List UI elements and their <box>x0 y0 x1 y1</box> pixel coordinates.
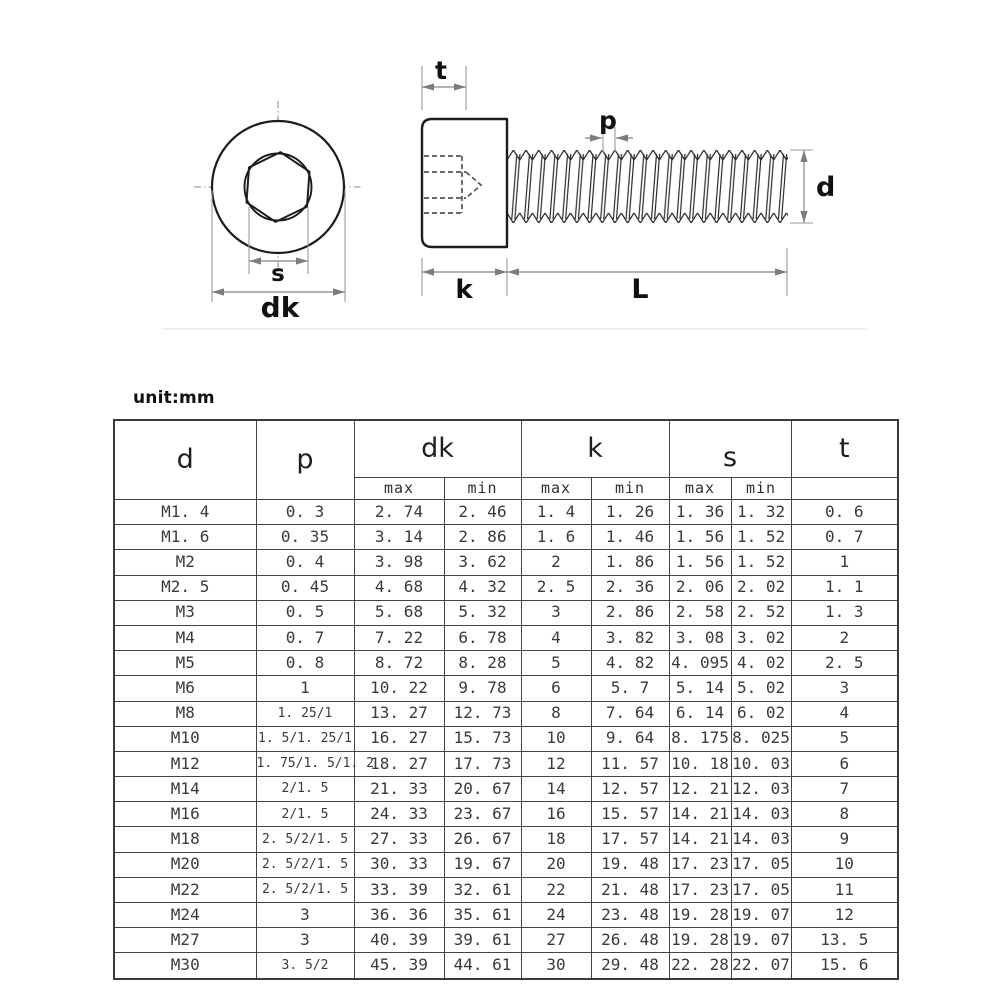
table-cell: 3. 82 <box>591 625 669 650</box>
table-cell: 2 <box>521 550 591 575</box>
table-cell: 4. 02 <box>731 651 791 676</box>
col-header-k: k <box>521 420 669 478</box>
table-cell: 8. 025 <box>731 726 791 751</box>
table-cell: 7. 64 <box>591 701 669 726</box>
table-cell: M1. 6 <box>114 525 256 550</box>
table-cell: 21. 33 <box>354 777 444 802</box>
table-cell: 5. 14 <box>669 676 731 701</box>
table-cell: 9. 78 <box>444 676 521 701</box>
table-cell: 27. 33 <box>354 827 444 852</box>
table-cell: 6. 02 <box>731 701 791 726</box>
table-cell: 0. 7 <box>256 625 354 650</box>
table-cell: M24 <box>114 903 256 928</box>
table-cell: 12. 03 <box>731 777 791 802</box>
table-cell: 30 <box>521 953 591 979</box>
table-cell: 2. 58 <box>669 600 731 625</box>
table-cell: 14 <box>521 777 591 802</box>
table-cell: 10. 18 <box>669 751 731 776</box>
table-cell: 17. 57 <box>591 827 669 852</box>
table-cell: 39. 61 <box>444 928 521 953</box>
screw-head-top-view <box>194 101 362 324</box>
table-cell: 3 <box>521 600 591 625</box>
table-cell: 44. 61 <box>444 953 521 979</box>
table-cell: 10. 03 <box>731 751 791 776</box>
table-row <box>114 827 898 852</box>
table-cell: 0. 35 <box>256 525 354 550</box>
dim-label-s: s <box>271 261 285 287</box>
table-cell: 15. 73 <box>444 726 521 751</box>
table-cell: 1 <box>791 550 898 575</box>
table-row <box>114 625 898 650</box>
table-cell: M14 <box>114 777 256 802</box>
table-cell: 3 <box>256 903 354 928</box>
table-cell: 1. 1 <box>791 575 898 600</box>
dim-label-dk: dk <box>260 291 300 324</box>
subheader-s-max: max <box>669 478 731 500</box>
table-row <box>114 802 898 827</box>
subheader-k-max: max <box>521 478 591 500</box>
table-cell: 13. 5 <box>791 928 898 953</box>
subheader-t-empty <box>791 478 898 500</box>
table-cell: 2. 86 <box>444 525 521 550</box>
table-cell: 3 <box>256 928 354 953</box>
table-cell: 26. 67 <box>444 827 521 852</box>
table-cell: 0. 5 <box>256 600 354 625</box>
table-cell: 36. 36 <box>354 903 444 928</box>
table-cell: 14. 03 <box>731 827 791 852</box>
table-cell: 1. 26 <box>591 500 669 525</box>
dimension-table <box>113 419 899 980</box>
table-cell: 6. 78 <box>444 625 521 650</box>
table-cell: 4. 82 <box>591 651 669 676</box>
table-cell: 24. 33 <box>354 802 444 827</box>
dimension-L <box>507 248 787 305</box>
table-cell: 15. 57 <box>591 802 669 827</box>
table-cell: 23. 67 <box>444 802 521 827</box>
table-cell: 2. 74 <box>354 500 444 525</box>
table-cell: 10 <box>791 852 898 877</box>
col-header-t: t <box>791 420 898 478</box>
table-cell: 0. 7 <box>791 525 898 550</box>
dimension-d <box>790 150 835 223</box>
table-cell: 2. 36 <box>591 575 669 600</box>
table-cell: 1 <box>256 676 354 701</box>
subheader-k-min: min <box>591 478 669 500</box>
table-row <box>114 500 898 525</box>
table-cell: 2. 5 <box>521 575 591 600</box>
dim-label-p: p <box>599 106 617 135</box>
table-cell: 1. 5/1. 25/1 <box>256 726 354 751</box>
table-row <box>114 575 898 600</box>
table-cell: 1. 86 <box>591 550 669 575</box>
threaded-shank <box>507 150 788 223</box>
table-cell: 0. 3 <box>256 500 354 525</box>
table-cell: M10 <box>114 726 256 751</box>
table-row <box>114 751 898 776</box>
table-cell: 16. 27 <box>354 726 444 751</box>
table-cell: 8. 72 <box>354 651 444 676</box>
dim-label-L: L <box>631 274 649 305</box>
table-row <box>114 651 898 676</box>
table-cell: 4. 32 <box>444 575 521 600</box>
table-cell: 19. 07 <box>731 903 791 928</box>
table-cell: 3. 5/2 <box>256 953 354 979</box>
table-cell: 3 <box>791 676 898 701</box>
table-cell: 23. 48 <box>591 903 669 928</box>
table-cell: 5 <box>791 726 898 751</box>
dimension-table-body <box>114 500 898 979</box>
col-header-p: p <box>256 420 354 500</box>
table-cell: M16 <box>114 802 256 827</box>
table-cell: 2/1. 5 <box>256 802 354 827</box>
table-cell: M12 <box>114 751 256 776</box>
table-cell: 2. 06 <box>669 575 731 600</box>
subheader-dk-max: max <box>354 478 444 500</box>
table-cell: 11. 57 <box>591 751 669 776</box>
table-row <box>114 701 898 726</box>
table-cell: 4. 095 <box>669 651 731 676</box>
table-cell: M18 <box>114 827 256 852</box>
table-cell: 1. 6 <box>521 525 591 550</box>
table-cell: 3. 14 <box>354 525 444 550</box>
table-cell: 14. 03 <box>731 802 791 827</box>
table-cell: 17. 23 <box>669 877 731 902</box>
table-cell: 12 <box>521 751 591 776</box>
table-cell: M1. 4 <box>114 500 256 525</box>
table-cell: 2/1. 5 <box>256 777 354 802</box>
dim-label-d: d <box>816 172 836 203</box>
table-cell: 24 <box>521 903 591 928</box>
table-row <box>114 953 898 979</box>
table-row <box>114 676 898 701</box>
table-cell: 1. 32 <box>731 500 791 525</box>
table-cell: 2 <box>791 625 898 650</box>
table-cell: 0. 8 <box>256 651 354 676</box>
table-cell: 17. 73 <box>444 751 521 776</box>
table-cell: 2. 5/2/1. 5 <box>256 852 354 877</box>
table-row <box>114 852 898 877</box>
table-cell: 10 <box>521 726 591 751</box>
table-row <box>114 777 898 802</box>
table-cell: 1. 75/1. 5/1. 2 <box>256 751 354 776</box>
table-cell: 2. 86 <box>591 600 669 625</box>
table-cell: M8 <box>114 701 256 726</box>
table-cell: 6 <box>791 751 898 776</box>
table-cell: 5. 02 <box>731 676 791 701</box>
table-cell: 6. 14 <box>669 701 731 726</box>
table-cell: 17. 05 <box>731 877 791 902</box>
table-cell: 18 <box>521 827 591 852</box>
dimension-p <box>585 106 633 152</box>
table-row <box>114 550 898 575</box>
table-row <box>114 928 898 953</box>
table-cell: M3 <box>114 600 256 625</box>
table-cell: 2. 02 <box>731 575 791 600</box>
table-cell: 12. 57 <box>591 777 669 802</box>
table-cell: 32. 61 <box>444 877 521 902</box>
col-header-s: s <box>669 420 791 478</box>
table-cell: 17. 05 <box>731 852 791 877</box>
table-cell: 35. 61 <box>444 903 521 928</box>
table-cell: 3. 08 <box>669 625 731 650</box>
col-header-dk: dk <box>354 420 521 478</box>
table-cell: 18. 27 <box>354 751 444 776</box>
table-cell: 1. 52 <box>731 525 791 550</box>
unit-label: unit:mm <box>133 388 215 408</box>
table-cell: 1. 4 <box>521 500 591 525</box>
table-cell: 30. 33 <box>354 852 444 877</box>
table-cell: 27 <box>521 928 591 953</box>
table-cell: 5. 7 <box>591 676 669 701</box>
table-cell: 14. 21 <box>669 827 731 852</box>
table-cell: 6 <box>521 676 591 701</box>
table-cell: 13. 27 <box>354 701 444 726</box>
table-cell: 19. 28 <box>669 903 731 928</box>
table-cell: 45. 39 <box>354 953 444 979</box>
head-outer-circle <box>212 121 344 253</box>
table-cell: 9 <box>791 827 898 852</box>
table-row <box>114 600 898 625</box>
table-cell: 12. 73 <box>444 701 521 726</box>
table-cell: 3. 62 <box>444 550 521 575</box>
table-cell: 29. 48 <box>591 953 669 979</box>
table-cell: M30 <box>114 953 256 979</box>
table-cell: 1. 3 <box>791 600 898 625</box>
table-cell: 1. 56 <box>669 550 731 575</box>
table-cell: 2. 52 <box>731 600 791 625</box>
table-cell: 40. 39 <box>354 928 444 953</box>
table-cell: 7 <box>791 777 898 802</box>
table-cell: M20 <box>114 852 256 877</box>
table-cell: 1. 25/1 <box>256 701 354 726</box>
table-cell: 0. 6 <box>791 500 898 525</box>
table-row <box>114 726 898 751</box>
table-cell: 7. 22 <box>354 625 444 650</box>
dim-label-k: k <box>455 275 473 305</box>
table-cell: 19. 67 <box>444 852 521 877</box>
table-cell: 2. 5/2/1. 5 <box>256 827 354 852</box>
table-cell: 11 <box>791 877 898 902</box>
table-cell: 12. 21 <box>669 777 731 802</box>
subheader-dk-min: min <box>444 478 521 500</box>
table-cell: 4. 68 <box>354 575 444 600</box>
table-cell: 15. 6 <box>791 953 898 979</box>
table-cell: 22 <box>521 877 591 902</box>
table-cell: 8 <box>791 802 898 827</box>
table-header-row-1 <box>114 420 898 478</box>
table-cell: M4 <box>114 625 256 650</box>
table-cell: 1. 46 <box>591 525 669 550</box>
table-cell: 0. 4 <box>256 550 354 575</box>
table-cell: 2. 5 <box>791 651 898 676</box>
table-cell: 10. 22 <box>354 676 444 701</box>
screw-side-view <box>422 56 835 305</box>
table-cell: 3. 98 <box>354 550 444 575</box>
table-cell: 0. 45 <box>256 575 354 600</box>
table-row <box>114 903 898 928</box>
table-cell: 21. 48 <box>591 877 669 902</box>
table-cell: 2. 5/2/1. 5 <box>256 877 354 902</box>
table-cell: 20. 67 <box>444 777 521 802</box>
table-cell: M5 <box>114 651 256 676</box>
table-cell: 22. 07 <box>731 953 791 979</box>
dim-label-t: t <box>435 56 447 85</box>
table-cell: 3. 02 <box>731 625 791 650</box>
table-cell: 5 <box>521 651 591 676</box>
dimension-t <box>422 56 466 110</box>
screw-technical-drawing <box>0 0 1000 345</box>
table-cell: 4 <box>791 701 898 726</box>
table-cell: 17. 23 <box>669 852 731 877</box>
table-cell: 9. 64 <box>591 726 669 751</box>
table-cell: M22 <box>114 877 256 902</box>
col-header-d: d <box>114 420 256 500</box>
table-cell: 33. 39 <box>354 877 444 902</box>
table-cell: 12 <box>791 903 898 928</box>
subheader-s-min: min <box>731 478 791 500</box>
table-cell: 20 <box>521 852 591 877</box>
table-cell: M2 <box>114 550 256 575</box>
table-cell: 19. 48 <box>591 852 669 877</box>
table-cell: M6 <box>114 676 256 701</box>
table-cell: 5. 68 <box>354 600 444 625</box>
table-cell: M2. 5 <box>114 575 256 600</box>
table-row <box>114 525 898 550</box>
table-cell: 22. 28 <box>669 953 731 979</box>
table-cell: 14. 21 <box>669 802 731 827</box>
screw-head-side <box>422 119 507 247</box>
table-cell: 1. 36 <box>669 500 731 525</box>
table-cell: 4 <box>521 625 591 650</box>
table-cell: 8. 175 <box>669 726 731 751</box>
table-cell: 1. 52 <box>731 550 791 575</box>
table-cell: 5. 32 <box>444 600 521 625</box>
table-cell: 8 <box>521 701 591 726</box>
dimension-k <box>422 258 507 305</box>
table-cell: M27 <box>114 928 256 953</box>
table-cell: 19. 28 <box>669 928 731 953</box>
table-cell: 2. 46 <box>444 500 521 525</box>
table-cell: 1. 56 <box>669 525 731 550</box>
table-cell: 19. 07 <box>731 928 791 953</box>
table-cell: 8. 28 <box>444 651 521 676</box>
table-row <box>114 877 898 902</box>
table-cell: 16 <box>521 802 591 827</box>
table-cell: 26. 48 <box>591 928 669 953</box>
